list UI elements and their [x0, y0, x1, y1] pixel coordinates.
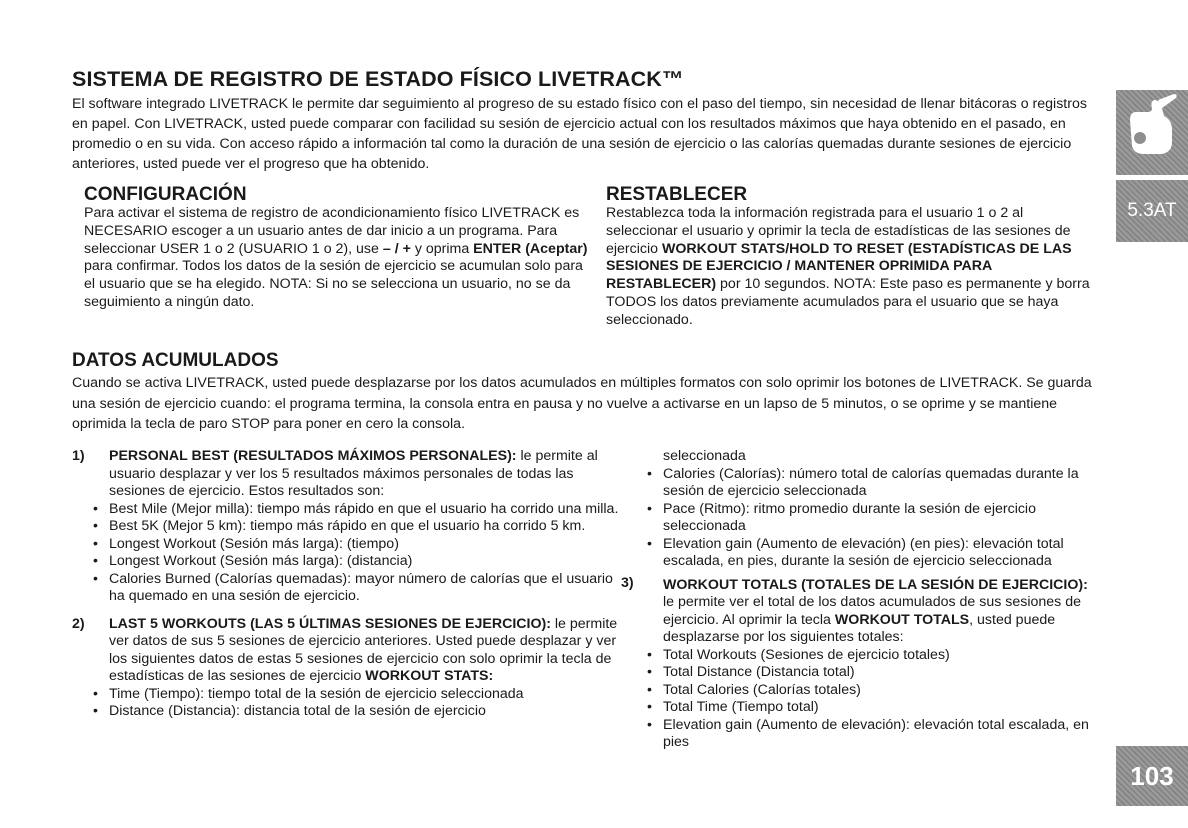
item-1-bullets: [93, 501, 632, 606]
item-3-text: [663, 577, 1096, 647]
datos-section: [72, 351, 1102, 435]
config-heading: CONFIGURACIÓN: [84, 184, 247, 205]
item-3-body-2: , usted puede desplazarse por los siguientes totales:: [663, 611, 1056, 645]
item-2-bullets-continued: [647, 466, 1096, 571]
reset-heading: RESTABLECER: [606, 184, 748, 205]
item-2-continued: seleccionada: [663, 448, 746, 464]
config-text: [84, 205, 594, 312]
config-section: [84, 185, 594, 312]
intro-paragraph: El software integrado LIVETRACK le permite dar seguimiento al progreso de su estado físico con el paso del tiempo, sin necesidad de llenar bitácoras o registros en papel. Con LIVETRACK, usted puede comparar con facilidad su sesión de ejercicio actual con los resultados máximos que haya obtenido en el pasado, en promedio o en su vida. Con acceso rápido a información tal como la duración de una sesión de ejercicio o las calorías quemadas durante sesiones de ejercicio anteriores, usted puede ver el progreso que ha obtenido.: [72, 96, 1087, 172]
datos-text: Cuando se activa LIVETRACK, usted puede desplazarse por los datos acumulados en múltiples formatos con solo oprimir los botones de LIVETRACK. Se guarda una sesión de ejercicio cuando: el programa termina, la consola entra en pausa y no vuelve a activarse en un lapso de 5 minutos, o se oprime y se mantiene oprimida la tecla de paro STOP para poner en cero la consola.: [72, 375, 1092, 432]
reset-text: [606, 205, 1096, 330]
item-3-key: WORKOUT TOTALS: [834, 611, 970, 628]
left-column: [72, 448, 632, 721]
item-3: [621, 574, 1096, 752]
list-item: • Elevation gain (Aumento de elevación): elevación total escalada, en pies: [647, 717, 1096, 752]
reset-section: [606, 185, 1096, 330]
reset-text-1: Restablezca toda la información registrada para el usuario 1 o 2 al seleccionar el usuario y oprimir la tecla de estadísticas de las sesiones de ejercicio: [606, 205, 1071, 257]
datos-heading: DATOS ACUMULADOS: [72, 350, 279, 371]
item-2: [72, 616, 632, 721]
config-text-1: Para activar el sistema de registro de acondicionamiento físico LIVETRACK es NECESARIO escoger a un usuario antes de dar inicio a un programa. Para seleccionar USER 1 o 2 (USUARIO 1 o 2), use: [84, 205, 580, 257]
section-tab: 5.3AT: [1116, 180, 1188, 242]
item-1-number: 1): [72, 448, 85, 464]
item-3-body: le permite ver el total de los datos acumulados de sus sesiones de ejercicio. Al oprimir la tecla: [663, 594, 1081, 628]
item-2-bullets: [93, 686, 632, 721]
list-item: • Time (Tiempo): tiempo total de la sesión de ejercicio seleccionada: [93, 686, 632, 704]
item-1-text: [109, 448, 632, 501]
list-item: • Best Mile (Mejor milla): tiempo más rápido en que el usuario ha corrido una milla.: [93, 501, 632, 519]
page-number: 103: [1116, 746, 1188, 806]
item-2-key: WORKOUT STATS:: [365, 668, 494, 684]
reset-text-2: por 10 segundos. NOTA: Este paso es permanente y borra TODOS los datos previamente acumulados para el usuario que se haya seleccionado.: [606, 276, 1090, 328]
config-text-3: para confirmar. Todos los datos de la sesión de ejercicio se acumulan solo para el usuario que se ha elegido. NOTA: Si no se selecciona un usuario, no se da seguimiento a ningún dato.: [84, 258, 583, 310]
item-1-lead: PERSONAL BEST (RESULTADOS MÁXIMOS PERSONALES):: [109, 448, 517, 464]
config-enter: ENTER (Aceptar): [473, 240, 588, 257]
page-title: SISTEMA DE REGISTRO DE ESTADO FÍSICO LIVETRACK™: [72, 67, 684, 91]
list-item: • Total Workouts (Sesiones de ejercicio totales): [647, 647, 1096, 665]
list-item: • Calories (Calorías): número total de calorías quemadas durante la sesión de ejercicio seleccionada: [647, 466, 1096, 501]
list-item: • Best 5K (Mejor 5 km): tiempo más rápido en que el usuario ha corrido 5 km.: [93, 518, 632, 536]
right-column: [621, 448, 1096, 752]
config-keys: – / +: [382, 240, 411, 257]
item-2-body: le permite ver datos de sus 5 sesiones de ejercicio anteriores. Usted puede desplazar y ver los siguientes datos de estas 5 sesiones de ejercicio con solo oprimir la tecla de estadísticas de las sesiones de ejercicio: [109, 615, 618, 684]
list-item: • Longest Workout (Sesión más larga): (distancia): [93, 553, 632, 571]
list-item: • Distance (Distancia): distancia total de la sesión de ejercicio: [93, 703, 632, 721]
config-text-2: y oprima: [410, 240, 474, 257]
item-3-number: 3): [621, 574, 634, 591]
list-item: • Elevation gain (Aumento de elevación) (en pies): elevación total escalada, en pies, durante la sesión de ejercicio seleccionada: [647, 536, 1096, 571]
list-item: • Total Distance (Distancia total): [647, 664, 1096, 682]
list-item: • Total Time (Tiempo total): [647, 699, 1096, 717]
item-1: [72, 448, 632, 606]
item-2-text: [109, 616, 632, 686]
list-item: • Pace (Ritmo): ritmo promedio durante la sesión de ejercicio seleccionada: [647, 501, 1096, 536]
item-1-body: le permite al usuario desplazar y ver los 5 resultados máximos personales de todas las sesiones de ejercicio. Estos resultados son:: [109, 448, 598, 499]
hand-icon-graphic: [1116, 90, 1188, 175]
list-item: • Calories Burned (Calorías quemadas): mayor número de calorías que el usuario ha quemado en una sesión de ejercicio.: [93, 571, 632, 606]
item-3-lead: WORKOUT TOTALS (TOTALES DE LA SESIÓN DE EJERCICIO):: [663, 576, 1088, 593]
item-2-number: 2): [72, 615, 85, 632]
list-item: • Longest Workout (Sesión más larga): (tiempo): [93, 536, 632, 554]
hand-pointing-icon: [1116, 90, 1188, 175]
reset-key: WORKOUT STATS/HOLD TO RESET (ESTADÍSTICAS DE LAS SESIONES DE EJERCICIO / MANTENER OPRIMIDA PARA RESTABLECER): [606, 240, 1072, 293]
item-3-bullets: [647, 647, 1096, 752]
list-item: • Total Calories (Calorías totales): [647, 682, 1096, 700]
item-2-lead: LAST 5 WORKOUTS (LAS 5 ÚLTIMAS SESIONES DE EJERCICIO):: [109, 615, 551, 632]
